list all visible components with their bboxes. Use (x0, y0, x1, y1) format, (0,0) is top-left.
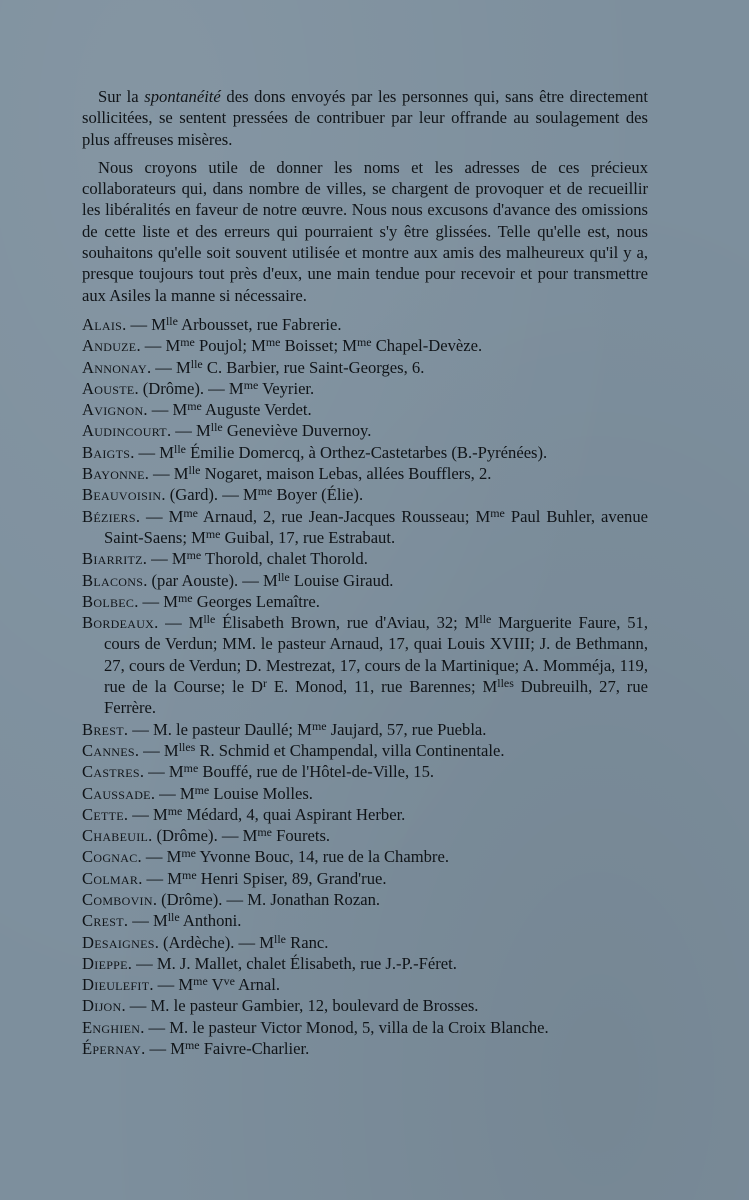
title-abbrev: me (178, 590, 193, 605)
entry-text: Boisset; M (280, 336, 357, 356)
entry-text: — M. le pasteur Victor Monod, 5, villa de la Croix Blanche. (144, 1017, 549, 1037)
entry-text: Poujol; M (194, 336, 266, 356)
entry-text: — M (128, 911, 168, 931)
title-abbrev: me (265, 335, 281, 350)
city-name: Combovin (82, 889, 153, 909)
title-abbrev: lles (497, 676, 514, 690)
title-abbrev: lle (190, 356, 203, 371)
title-abbrev: lle (274, 931, 286, 946)
title-abbrev: me (184, 1038, 200, 1053)
city-name: Blacons (82, 570, 144, 590)
entry-text: Arnaud, 2, rue Jean-Jacques Rousseau; M (197, 506, 491, 526)
list-entry: Biarritz. — $M^{me}$ Thorold, chalet Thorold. (82, 548, 368, 569)
entry-text: Chapel-Devèze. (371, 336, 483, 356)
list-entry: Enghien. — M. le pasteur Victor Monod, 5, villa de la Croix Blanche. (82, 1017, 549, 1037)
intro-paragraph-1 (82, 86, 648, 150)
entry-text: — M (141, 847, 182, 867)
entry-text: Yvonne Bouc, 14, rue de la Chambre. (195, 847, 449, 867)
list-entry: Chabeuil. (Drôme). — $M^{me}$ Fourets. (82, 825, 331, 846)
title-abbrev: me (187, 399, 202, 414)
title-abbrev: lle (165, 313, 178, 328)
entry-text: Dubreuilh, 27, rue Ferrère. (104, 677, 648, 718)
title-abbrev: lle (210, 420, 223, 435)
city-name: Bayonne (82, 464, 145, 484)
title-abbrev: me (167, 803, 183, 818)
entry-text: Marguerite Faure, 51, cours de Verdun; MM. le pasteur Arnaud, 17, quai Louis XVIII; J. de Bethmann, 27, cours de Verdun; D. Mestrezat, 17, cours de la Martinique; A. Momméja, 119, rue de la Course; le D (104, 613, 648, 697)
city-name: Cette (82, 804, 124, 824)
entry-text: Bouffé, rue de l'Hôtel-de-Ville, 15. (198, 762, 435, 782)
city-name: Audincourt (82, 421, 167, 441)
entry-text: — M (158, 613, 204, 633)
city-name: Desaignes (82, 932, 155, 952)
title-abbrev: me (311, 718, 327, 733)
title-abbrev: ve (223, 974, 235, 989)
entry-text: C. Barbier, rue Saint-Georges, 6. (202, 357, 425, 377)
city-name: Épernay (82, 1039, 142, 1059)
title-abbrev: me (182, 867, 197, 882)
list-entry: Cognac. — $M^{me}$ Yvonne Bouc, 14, rue de la Chambre. (82, 846, 449, 867)
entry-text: R. Schmid et Champendal, villa Continentale. (195, 740, 505, 760)
entry-text: Thorold, chalet Thorold. (201, 549, 368, 569)
entry-text: — M (140, 506, 184, 526)
city-name: Beauvoisin (82, 485, 162, 505)
city-name: Cognac (82, 847, 138, 867)
entry-text: Ranc. (285, 932, 329, 952)
entry-text: — M. le pasteur Daullé; M (128, 719, 312, 739)
entry-text: Geneviève Duvernoy. (222, 421, 372, 441)
entry-text: — M (144, 762, 184, 782)
title-abbrev: me (194, 782, 210, 797)
entry-text: — M (126, 314, 166, 334)
title-abbrev: me (243, 377, 259, 392)
entry-text: Boyer (Élie). (272, 485, 364, 505)
list-entry: Cette. — $M^{me}$ Médard, 4, quai Aspirant Herber. (82, 803, 406, 824)
city-name: Biarritz (82, 549, 143, 569)
title-abbrev: lles (178, 739, 196, 754)
city-name: Anduze (82, 336, 137, 356)
title-abbrev: me (193, 974, 208, 989)
title-abbrev: me (183, 761, 199, 776)
city-name: Colmar (82, 868, 139, 888)
list-entry: Dieppe. — M. J. Mallet, chalet Élisabeth, rue J.-P.-Féret. (82, 953, 457, 973)
title-abbrev: lle (277, 569, 290, 584)
entry-text: Anthoni. (179, 911, 242, 931)
list-entry: Crest. — $M^{lle}$ Anthoni. (82, 910, 242, 931)
entry-text: Veyrier. (258, 378, 315, 398)
list-entry: Épernay. — $M^{me}$ Faivre-Charlier. (82, 1038, 310, 1059)
list-entry: Bolbec. — $M^{me}$ Georges Lemaître. (82, 590, 320, 611)
list-entry: Blacons. (par Aouste). — $M^{lle}$ Louise Giraud. (82, 569, 394, 590)
city-name: Dijon (82, 996, 122, 1016)
entry-text: Émilie Domercq, à Orthez-Castetarbes (B.-Pyrénées). (185, 442, 548, 462)
entry-text: — M (154, 783, 195, 803)
entry-text: (Ardèche). — M (158, 932, 275, 952)
entry-text: Jaujard, 57, rue Puebla. (326, 719, 487, 739)
entry-text: (Drôme). — M (138, 378, 244, 398)
city-name: Avignon (82, 400, 144, 420)
city-name: Aouste (82, 378, 135, 398)
title-abbrev: me (357, 335, 372, 350)
entry-text: — M (146, 549, 187, 569)
list-entry: Cannes. — $M^{lles}$ R. Schmid et Champendal, villa Continentale. (82, 739, 505, 760)
list-entry: Colmar. — $M^{me}$ Henri Spiser, 89, Grand'rue. (82, 867, 387, 888)
list-entry: Dijon. — M. le pasteur Gambier, 12, boulevard de Brosses. (82, 996, 479, 1016)
entry-text: Henri Spiser, 89, Grand'rue. (196, 868, 387, 888)
title-abbrev: me (205, 526, 221, 541)
title-abbrev: lle (203, 612, 216, 627)
entry-text: (Drôme). — M. Jonathan Rozan. (156, 889, 381, 909)
city-name: Annonay (82, 357, 147, 377)
list-entry: Bayonne. — $M^{lle}$ Nogaret, maison Lebas, allées Boufflers, 2. (82, 463, 492, 484)
title-abbrev: me (183, 505, 198, 520)
list-entry: Aouste. (Drôme). — $M^{me}$ Veyrier. (82, 377, 315, 398)
city-name: Castres (82, 762, 140, 782)
entry-text: Auguste Verdet. (201, 400, 312, 420)
list-entry: Castres. — $M^{me}$ Bouffé, rue de l'Hôtel-de-Ville, 15. (82, 761, 435, 782)
entry-text: Georges Lemaître. (192, 591, 320, 611)
entry-text: Élisabeth Brown, rue d'Aviau, 32; M (215, 613, 480, 633)
entry-text: Louise Molles. (209, 783, 313, 803)
list-entry: Anduze. — $M^{me}$ Poujol; $M^{me}$ Boisset; $M^{me}$ Chapel-Devèze. (82, 335, 483, 356)
intro-paragraph-2: Nous croyons utile de donner les noms et les adresses de ces précieux collaborateurs qui, dans nombre de villes, se chargent de provoquer et de recueillir les libéralités en faveur de notre œuvre. Nous nous excusons d'avance des omissions de cette liste et des erreurs qui pourraient s'y être glissées. Telle qu'elle est, nous souhaitons qu'elle soit souvent utilisée et montre aux amis des malheureux qu'il y a, presque toujours tout près d'eux, une main tendue pour recevoir et pour transmettre aux Asiles la manne si nécessaire. (82, 157, 648, 305)
city-name: Cannes (82, 740, 135, 760)
entry-text: — M (128, 804, 168, 824)
city-name: Dieppe (82, 953, 128, 973)
entry-text: — M (145, 1039, 185, 1059)
title-abbrev: me (181, 846, 196, 861)
entry-text: — M (142, 868, 183, 888)
entry-text: Arbousset, rue Fabrerie. (177, 314, 342, 334)
entry-text: — M (153, 975, 194, 995)
city-name: Chabeuil (82, 826, 149, 846)
correspondents-list (82, 314, 648, 1059)
list-entry: Dieulefit. — $M^{me}$ $V^{ve}$ Arnal. (82, 974, 281, 995)
city-name: Dieulefit (82, 975, 150, 995)
entry-text: Nogaret, maison Lebas, allées Boufflers, 2. (200, 464, 492, 484)
city-name: Bolbec (82, 591, 135, 611)
list-entry: Brest. — M. le pasteur Daullé; $M^{me}$ Jaujard, 57, rue Puebla. (82, 718, 487, 739)
list-entry: Bordeaux. — $M^{lle}$ Élisabeth Brown, rue d'Aviau, 32; $M^{lle}$ Marguerite Faure, 51, cours de Verdun; MM. le pasteur Arnaud, 17, quai Louis XVIII; J. de Bethmann, 27, cours de Verdun; D. Mestrezat, 17, cours de la Martinique; A. Momméja, 119, rue de la Course; le $D^r$ E. Monod, 11, rue Barennes; $M^{lles}$ Dubreuilh, 27, rue Ferrère. (82, 612, 648, 718)
entry-text: Louise Giraud. (289, 570, 394, 590)
list-entry: Avignon. — $M^{me}$ Auguste Verdet. (82, 399, 312, 420)
list-entry: Annonay. — $M^{lle}$ C. Barbier, rue Saint-Georges, 6. (82, 356, 425, 377)
list-entry: Alais. — $M^{lle}$ Arbousset, rue Fabrerie. (82, 313, 342, 334)
city-name: Caussade (82, 783, 151, 803)
entry-text: (Drôme). — M (152, 826, 258, 846)
entry-text: V (207, 975, 224, 995)
entry-text: — M. le pasteur Gambier, 12, boulevard de Brosses. (125, 996, 479, 1016)
title-abbrev: lle (188, 463, 201, 478)
city-name: Béziers (82, 506, 136, 526)
entry-text: Médard, 4, quai Aspirant Herber. (182, 804, 406, 824)
entry-text: — M (147, 400, 188, 420)
title-abbrev: lle (167, 910, 180, 925)
entry-text: (par Aouste). — M (147, 570, 278, 590)
entry-text: (Gard). — M (165, 485, 258, 505)
list-entry: Caussade. — $M^{me}$ Louise Molles. (82, 782, 313, 803)
title-abbrev: me (186, 548, 202, 563)
city-name: Brest (82, 719, 124, 739)
intro-p1-after: des dons envoyés par les personnes qui, sans être directement sollicitées, se sentent pressées de contribuer par leur offrande au soulagement des plus affreuses misères. (82, 87, 648, 149)
entry-text: Fourets. (271, 826, 331, 846)
title-abbrev: r (263, 676, 267, 690)
entry-text: — M (171, 421, 211, 441)
list-entry: Desaignes. (Ardèche). — $M^{lle}$ Ranc. (82, 931, 329, 952)
entry-text: Arnal. (234, 975, 281, 995)
list-entry: Béziers. — $M^{me}$ Arnaud, 2, rue Jean-Jacques Rousseau; $M^{me}$ Paul Buhler, avenue Saint-Saens; $M^{me}$ Guibal, 17, rue Estrabaut. (82, 505, 648, 547)
city-name: Crest (82, 911, 124, 931)
city-name: Bordeaux (82, 613, 155, 633)
intro-p1-emphasis: spontanéité (144, 87, 221, 106)
entry-text: — M (140, 336, 181, 356)
entry-text: Faivre-Charlier. (199, 1039, 310, 1059)
entry-text: — M (151, 357, 191, 377)
title-abbrev: me (180, 335, 195, 350)
intro-p1-before: Sur la (98, 87, 145, 106)
title-abbrev: me (257, 825, 272, 840)
entry-text: — M (139, 740, 179, 760)
city-name: Alais (82, 314, 123, 334)
list-entry: Baigts. — $M^{lle}$ Émilie Domercq, à Orthez-Castetarbes (B.-Pyrénées). (82, 441, 548, 462)
entry-text: — M (134, 442, 175, 462)
list-entry: Combovin. (Drôme). — M. Jonathan Rozan. (82, 889, 381, 909)
city-name: Baigts (82, 442, 131, 462)
title-abbrev: lle (174, 441, 186, 456)
entry-text: Paul Buhler, avenue Saint-Saens; M (104, 506, 648, 547)
entry-text: — M. J. Mallet, chalet Élisabeth, rue J.-P.-Féret. (131, 953, 457, 973)
title-abbrev: me (490, 505, 505, 520)
entry-text: — M (138, 591, 179, 611)
list-entry: Beauvoisin. (Gard). — $M^{me}$ Boyer (Élie). (82, 484, 364, 505)
title-abbrev: me (257, 484, 273, 499)
list-entry: Audincourt. — $M^{lle}$ Geneviève Duvernoy. (82, 420, 372, 441)
entry-text: Guibal, 17, rue Estrabaut. (220, 527, 396, 547)
entry-text: — M (148, 464, 189, 484)
entry-text: E. Monod, 11, rue Barennes; M (266, 677, 498, 697)
city-name: Enghien (82, 1017, 141, 1037)
title-abbrev: lle (479, 612, 492, 627)
page-content (82, 86, 648, 1059)
